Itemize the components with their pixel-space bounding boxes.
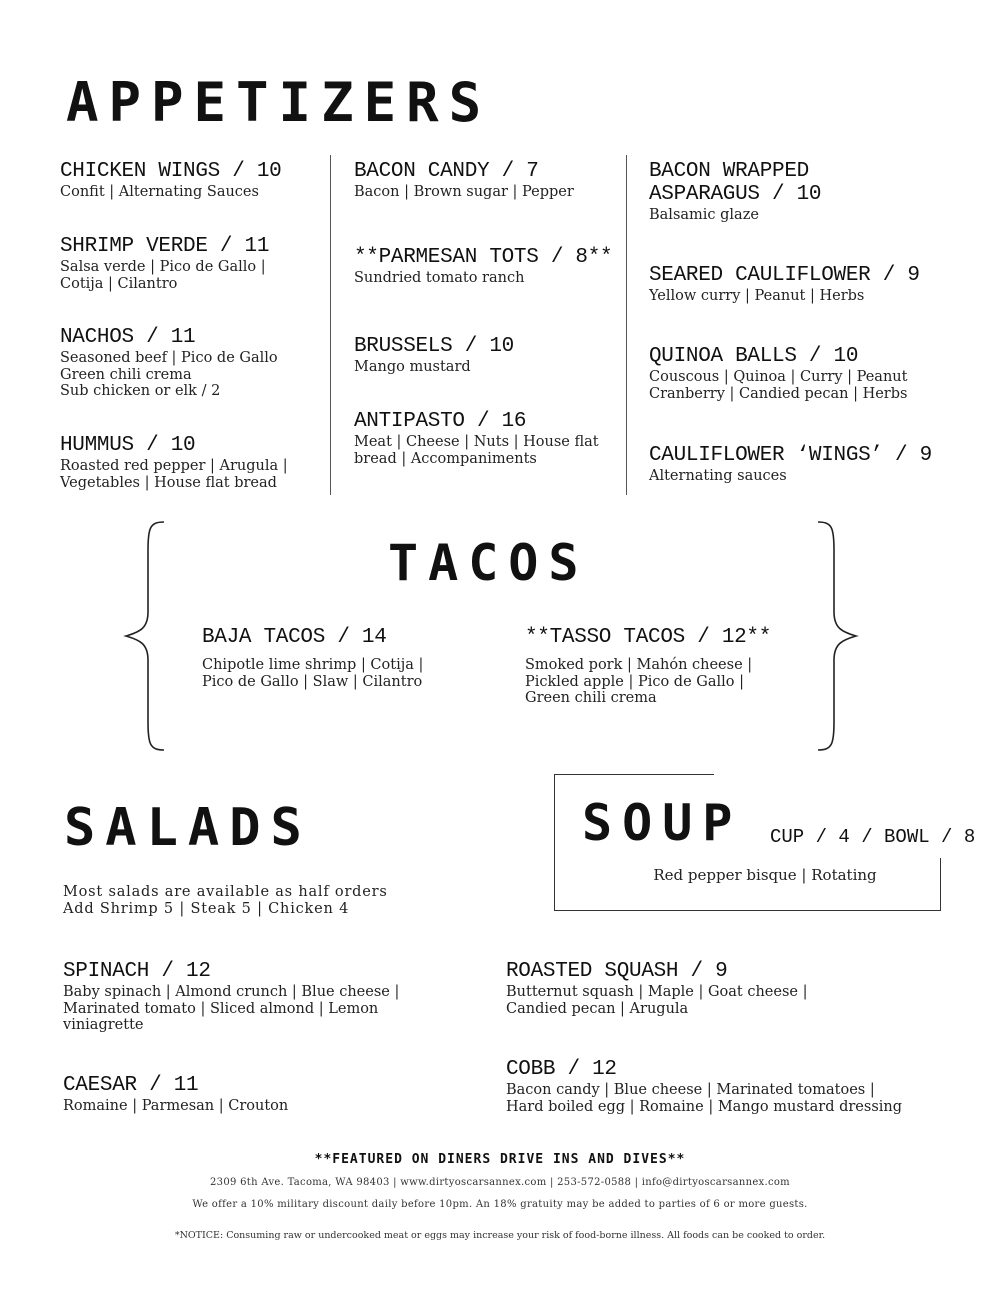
item-name: QUINOA BALLS / 10 — [649, 345, 859, 368]
item-name: **PARMESAN TOTS / 8** — [354, 246, 613, 269]
column-divider — [330, 155, 331, 495]
item-description: Bacon candy | Blue cheese | Marinated tomatoes | Hard boiled egg | Romaine | Mango mustard dressing — [506, 1082, 903, 1115]
soup-title: SOUP — [582, 794, 743, 852]
menu-item — [354, 335, 514, 376]
contact-info: 2309 6th Ave. Tacoma, WA 98403 | www.dirtyoscarsannex.com | 253-572-0588 | info@dirtyoscarsannex.com — [210, 1177, 790, 1188]
salads-title: SALADS — [64, 798, 312, 858]
menu-item — [63, 960, 399, 1034]
soup-price: CUP / 4 / BOWL / 8 — [770, 826, 976, 848]
item-name: CHICKEN WINGS / 10 — [60, 160, 282, 183]
item-description: Meat | Cheese | Nuts | House flat bread | Accompaniments — [354, 434, 599, 467]
item-name: BACON CANDY / 7 — [354, 160, 539, 183]
menu-item — [525, 626, 771, 707]
column-divider — [626, 155, 627, 495]
appetizers-title: APPETIZERS — [66, 71, 492, 134]
menu-item — [649, 444, 932, 485]
tacos-title: TACOS — [388, 534, 589, 592]
item-description: Confit | Alternating Sauces — [60, 184, 259, 200]
item-description: Mango mustard — [354, 359, 471, 375]
item-name: CAULIFLOWER ‘WINGS’ / 9 — [649, 444, 932, 467]
discount-note: We offer a 10% military discount daily before 10pm. An 18% gratuity may be added to parties of 6 or more guests. — [192, 1199, 808, 1210]
item-description: Salsa verde | Pico de Gallo | Cotija | Cilantro — [60, 259, 266, 292]
menu-item — [354, 246, 612, 287]
item-description: Couscous | Quinoa | Curry | Peanut Cranberry | Candied pecan | Herbs — [649, 369, 908, 402]
item-name: CAESAR / 11 — [63, 1074, 199, 1097]
menu-item — [354, 410, 599, 467]
soup-box-top-border — [554, 774, 714, 775]
menu-item — [63, 1074, 288, 1115]
item-name: BAJA TACOS / 14 — [202, 626, 387, 649]
item-description: Seasoned beef | Pico de Gallo Green chili crema Sub chicken or elk / 2 — [60, 350, 278, 399]
item-description: Bacon | Brown sugar | Pepper — [354, 184, 574, 200]
menu-item — [60, 235, 269, 292]
menu-item — [649, 264, 920, 305]
item-name: **TASSO TACOS / 12** — [525, 626, 772, 649]
item-name: NACHOS / 11 — [60, 326, 196, 349]
item-name: ANTIPASTO / 16 — [354, 410, 527, 433]
menu-item — [60, 160, 281, 201]
menu-item — [506, 960, 808, 1017]
item-description: Butternut squash | Maple | Goat cheese | Candied pecan | Arugula — [506, 984, 808, 1017]
item-name: SHRIMP VERDE / 11 — [60, 235, 270, 258]
item-description: Chipotle lime shrimp | Cotija | Pico de Gallo | Slaw | Cilantro — [202, 657, 424, 690]
item-name: BACON WRAPPED ASPARAGUS / 10 — [649, 160, 822, 206]
soup-description: Red pepper bisque | Rotating — [653, 866, 877, 884]
right-brace-icon — [816, 520, 862, 752]
item-name: BRUSSELS / 10 — [354, 335, 514, 358]
featured-banner: **FEATURED ON DINERS DRIVE INS AND DIVES** — [314, 1152, 686, 1167]
item-description: Smoked pork | Mahón cheese | Pickled apple | Pico de Gallo | Green chili crema — [525, 657, 753, 706]
left-brace-icon — [120, 520, 166, 752]
item-description: Baby spinach | Almond crunch | Blue cheese | Marinated tomato | Sliced almond | Lemon viniagrette — [63, 984, 400, 1033]
item-description: Yellow curry | Peanut | Herbs — [649, 288, 865, 304]
item-name: ROASTED SQUASH / 9 — [506, 960, 728, 983]
menu-item — [649, 345, 907, 402]
menu-item — [60, 326, 278, 400]
item-name: COBB / 12 — [506, 1058, 617, 1081]
menu-item — [354, 160, 574, 201]
item-name: SPINACH / 12 — [63, 960, 211, 983]
menu-item — [202, 626, 423, 690]
item-description: Alternating sauces — [649, 468, 787, 484]
item-description: Roasted red pepper | Arugula | Vegetables | House flat bread — [60, 458, 288, 491]
menu-item — [506, 1058, 902, 1115]
menu-item — [649, 160, 821, 224]
item-description: Romaine | Parmesan | Crouton — [63, 1098, 289, 1114]
item-name: SEARED CAULIFLOWER / 9 — [649, 264, 920, 287]
salads-note: Most salads are available as half orders Add Shrimp 5 | Steak 5 | Chicken 4 — [63, 884, 388, 917]
item-description: Balsamic glaze — [649, 207, 759, 223]
health-notice: *NOTICE: Consuming raw or undercooked meat or eggs may increase your risk of food-borne illness. All foods can be cooked to order. — [174, 1230, 826, 1241]
item-name: HUMMUS / 10 — [60, 434, 196, 457]
item-description: Sundried tomato ranch — [354, 270, 525, 286]
menu-item — [60, 434, 288, 491]
